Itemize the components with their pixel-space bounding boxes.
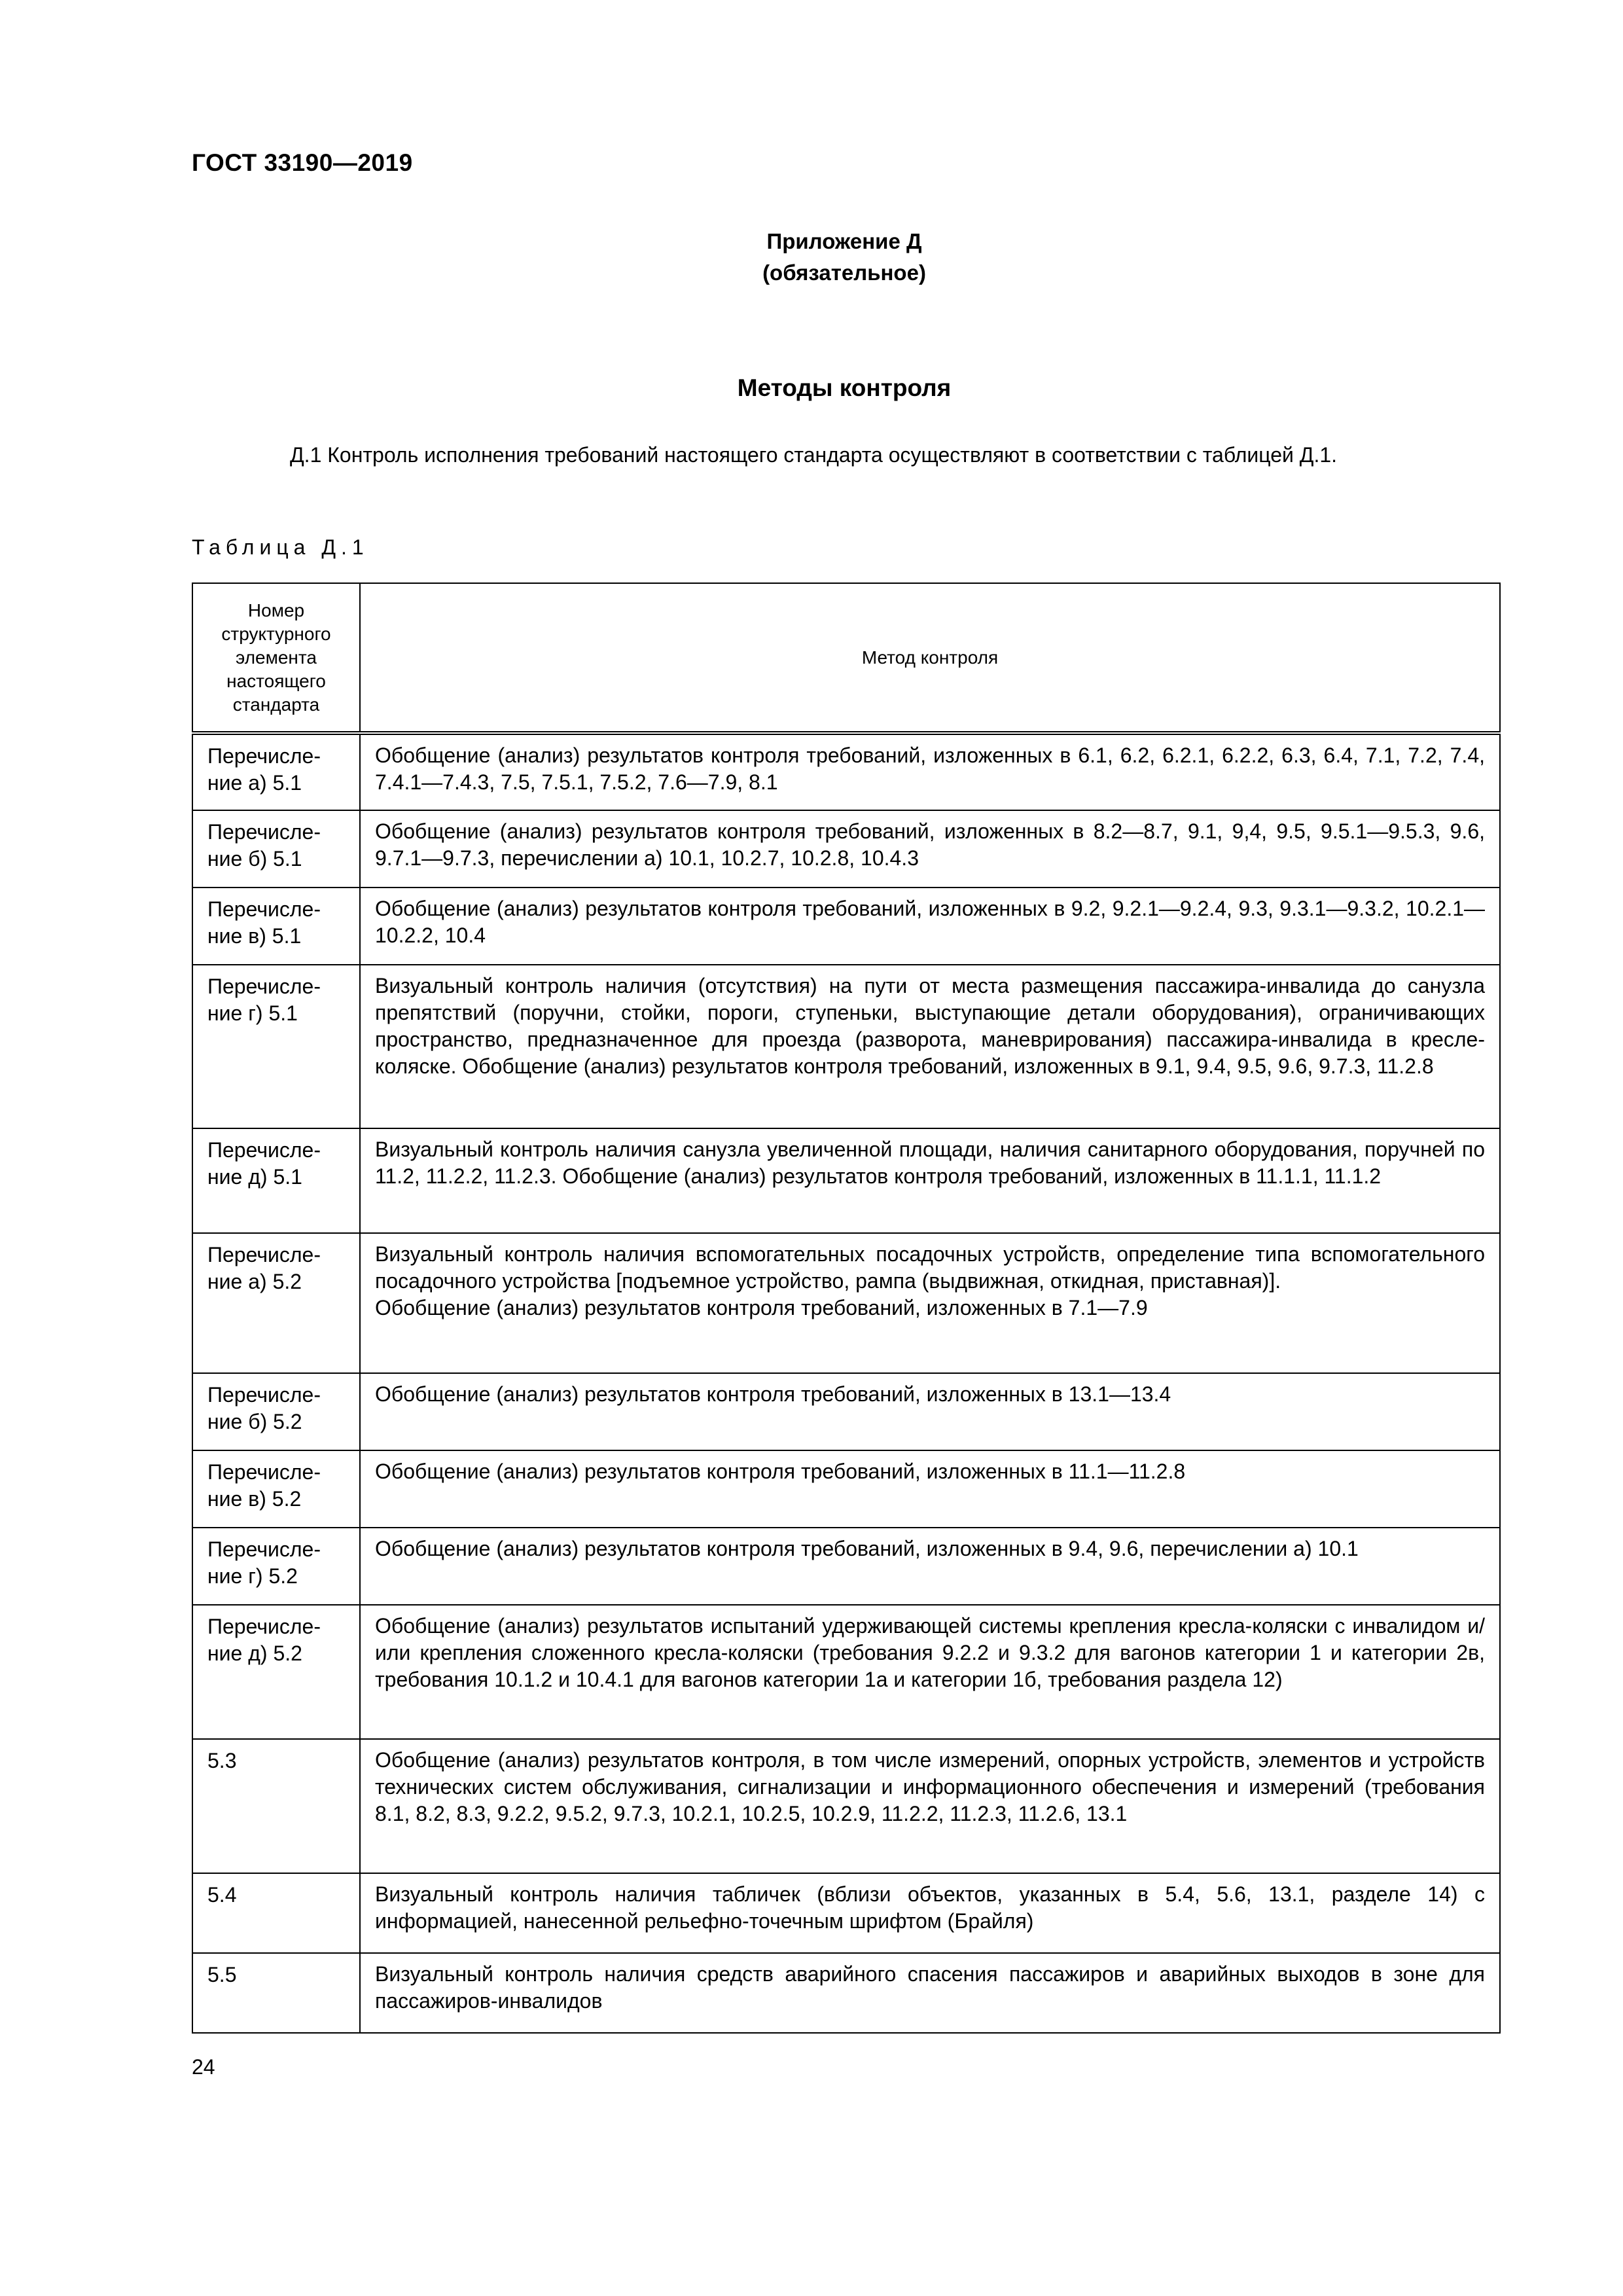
row-element-number: Перечисление а) 5.1 [192,733,360,810]
table-caption: Таблица Д.1 [192,535,369,559]
row-element-number: 5.3 [192,1739,360,1873]
table-row [192,1873,1500,1953]
table-row [192,1128,1500,1233]
table-row [192,1373,1500,1450]
table-row [192,888,1500,965]
table-row [192,1605,1500,1739]
row-element-number: Перечисление г) 5.1 [192,965,360,1128]
row-element-number: Перечисление д) 5.1 [192,1128,360,1233]
row-control-method: Визуальный контроль наличия санузла увеличенной площади, наличия санитарного оборудования, поручней по 11.2, 11.2.2, 11.2.3. Обобщение (анализ) результатов контроля требований, изложенных в 11.1.1, 11.1.2 [360,1128,1500,1233]
header-element-number: Номер структурного элемента настоящего стандарта [192,583,360,733]
section-title: Методы контроля [737,374,952,401]
row-element-number: 5.5 [192,1953,360,2033]
row-control-method: Обобщение (анализ) результатов контроля требований, изложенных в 9.4, 9.6, перечислении а) 10.1 [360,1528,1500,1605]
table-body [192,733,1500,2033]
row-control-method: Обобщение (анализ) результатов испытаний удерживающей системы крепления кресла-коляски с инвалидом и/или крепления сложенного кресла-коляски (требования 9.2.2 и 9.3.2 для вагонов категории 1 и категории 2в, требования 10.1.2 и 10.4.1 для вагонов категории 1а и категории 1б, требования раздела 12) [360,1605,1500,1739]
row-control-method: Обобщение (анализ) результатов контроля требований, изложенных в 13.1—13.4 [360,1373,1500,1450]
table-row [192,733,1500,810]
table-row [192,965,1500,1128]
row-element-number: 5.4 [192,1873,360,1953]
row-element-number: Перечисление в) 5.2 [192,1450,360,1528]
row-control-method: Обобщение (анализ) результатов контроля, в том числе измерений, опорных устройств, элементов и устройств технических систем обслуживания, сигнализации и информационного обеспечения и измерений (требования 8.1, 8.2, 8.3, 9.2.2, 9.5.2, 9.7.3, 10.2.1, 10.2.5, 10.2.9, 11.2.2, 11.2.3, 11.2.6, 13.1 [360,1739,1500,1873]
document-code: ГОСТ 33190—2019 [192,149,413,176]
row-element-number: Перечисление б) 5.2 [192,1373,360,1450]
row-element-number: Перечисление а) 5.2 [192,1233,360,1373]
row-element-number: Перечисление д) 5.2 [192,1605,360,1739]
row-control-method: Обобщение (анализ) результатов контроля требований, изложенных в 8.2—8.7, 9.1, 9,4, 9.5, 9.5.1—9.5.3, 9.6, 9.7.1—9.7.3, перечислении а) 10.1, 10.2.7, 10.2.8, 10.4.3 [360,810,1500,888]
row-control-method: Визуальный контроль наличия средств аварийного спасения пассажиров и аварийных выходов в зоне для пассажиров-инвалидов [360,1953,1500,2033]
table-row [192,1953,1500,2033]
row-element-number: Перечисление в) 5.1 [192,888,360,965]
table-row [192,810,1500,888]
table-row [192,1450,1500,1528]
table-row [192,1528,1500,1605]
intro-paragraph: Д.1 Контроль исполнения требований настоящего стандарта осуществляют в соответствии с таблицей Д.1. [290,443,1338,467]
row-element-number: Перечисление г) 5.2 [192,1528,360,1605]
appendix-heading [0,226,1623,289]
row-control-method: Визуальный контроль наличия (отсутствия) на пути от места размещения пассажира-инвалида до санузла препятствий (поручни, стойки, пороги, ступеньки, выступающие детали оборудования), ограничивающих пространство, предназначенное для проезда (разворота, маневрирования) пассажира-инвалида в кресле-коляске. Обобщение (анализ) результатов контроля требований, изложенных в 9.1, 9.4, 9.5, 9.6, 9.7.3, 11.2.8 [360,965,1500,1128]
row-control-method: Обобщение (анализ) результатов контроля требований, изложенных в 11.1—11.2.8 [360,1450,1500,1528]
header-control-method: Метод контроля [360,583,1500,733]
row-control-method: Обобщение (анализ) результатов контроля требований, изложенных в 6.1, 6.2, 6.2.1, 6.2.2, 6.3, 6.4, 7.1, 7.2, 7.4, 7.4.1—7.4.3, 7.5, 7.5.1, 7.5.2, 7.6—7.9, 8.1 [360,733,1500,810]
row-element-number: Перечисление б) 5.1 [192,810,360,888]
table-row [192,1739,1500,1873]
row-control-method: Обобщение (анализ) результатов контроля требований, изложенных в 9.2, 9.2.1—9.2.4, 9.3, 9.3.1—9.3.2, 10.2.1—10.2.2, 10.4 [360,888,1500,965]
appendix-title: Приложение Д [766,229,922,253]
table-row [192,1233,1500,1373]
row-control-method: Визуальный контроль наличия вспомогательных посадочных устройств, определение типа вспомогательного посадочного устройства [подъемное устройство, рампа (выдвижная, откидная, приставная)]. Обобщение (анализ) результатов контроля требований, изложенных в 7.1—7.9 [360,1233,1500,1373]
control-methods-table [192,583,1501,2034]
appendix-status: (обязательное) [762,260,926,285]
row-control-method: Визуальный контроль наличия табличек (вблизи объектов, указанных в 5.4, 5.6, 13.1, разделе 14) с информацией, нанесенной рельефно-точечным шрифтом (Брайля) [360,1873,1500,1953]
table-header-row [192,583,1500,733]
page-number: 24 [192,2055,215,2079]
